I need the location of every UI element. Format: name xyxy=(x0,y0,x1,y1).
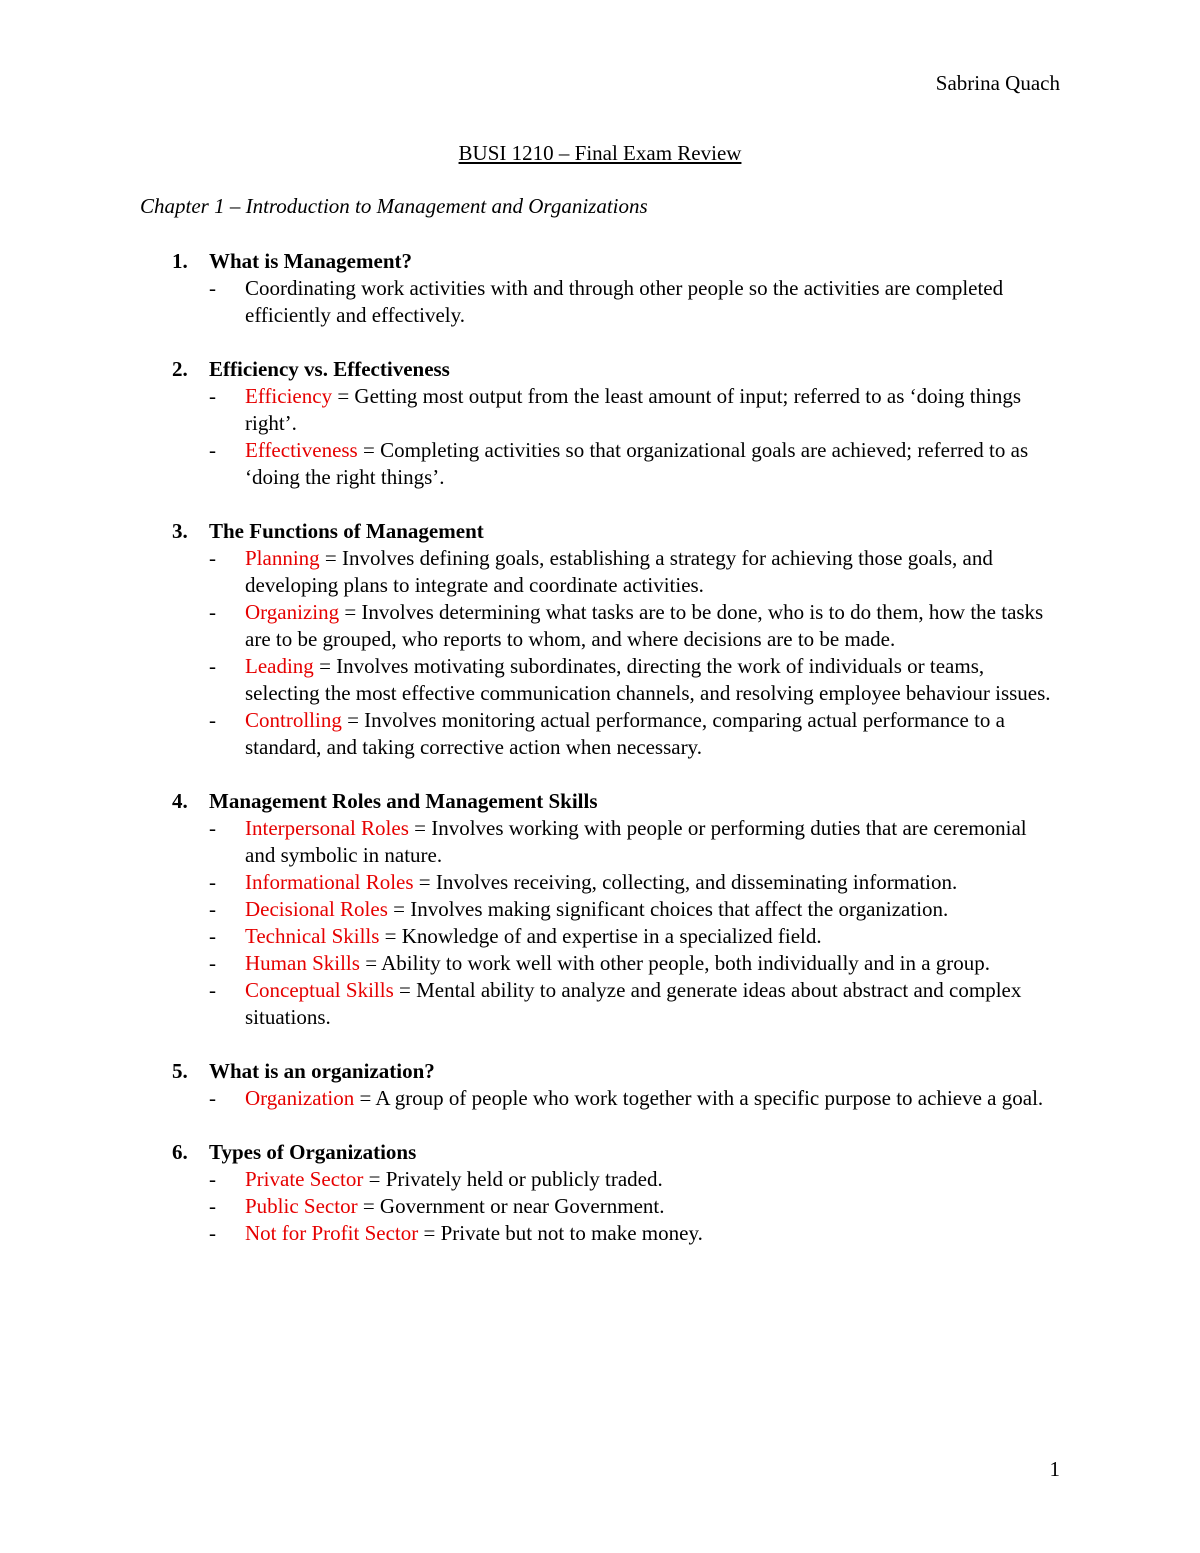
review-section xyxy=(172,518,1062,761)
term-label: Private Sector xyxy=(245,1167,364,1191)
bullet-list xyxy=(172,275,1062,329)
section-number: 5. xyxy=(172,1059,188,1083)
section-heading xyxy=(172,1058,1062,1085)
term-label: Leading xyxy=(245,654,314,678)
dash-bullet: - xyxy=(209,276,216,300)
section-heading xyxy=(172,248,1062,275)
dash-bullet: - xyxy=(209,951,216,975)
dash-bullet: - xyxy=(209,600,216,624)
section-number: 6. xyxy=(172,1140,188,1164)
section-heading xyxy=(172,788,1062,815)
dash-bullet: - xyxy=(209,1194,216,1218)
definition-text: = Private but not to make money. xyxy=(418,1221,703,1245)
term-label: Controlling xyxy=(245,708,342,732)
term-label: Planning xyxy=(245,546,320,570)
dash-bullet: - xyxy=(209,1221,216,1245)
bullet-list xyxy=(172,383,1062,491)
header-author: Sabrina Quach xyxy=(935,71,1060,95)
bullet-list xyxy=(172,545,1062,761)
review-content xyxy=(172,248,1062,1274)
dash-bullet: - xyxy=(209,708,216,732)
list-item xyxy=(172,1220,1062,1247)
section-heading-text: Efficiency vs. Effectiveness xyxy=(209,357,450,381)
term-label: Decisional Roles xyxy=(245,897,388,921)
term-label: Human Skills xyxy=(245,951,360,975)
bullet-list xyxy=(172,815,1062,1031)
definition-text: = Involves monitoring actual performance, comparing actual performance to a standard, and taking corrective action when necessary. xyxy=(245,708,1006,759)
term-label: Technical Skills xyxy=(245,924,380,948)
term-label: Conceptual Skills xyxy=(245,978,394,1002)
chapter-title: Chapter 1 – Introduction to Management and Organizations xyxy=(140,194,648,218)
list-item xyxy=(172,1166,1062,1193)
term-label: Not for Profit Sector xyxy=(245,1221,419,1245)
definition-text: = Involves making significant choices that affect the organization. xyxy=(387,897,949,921)
dash-bullet: - xyxy=(209,870,216,894)
definition-text: = Mental ability to analyze and generate ideas about abstract and complex situations. xyxy=(245,978,1022,1029)
dash-bullet: - xyxy=(209,546,216,570)
definition-text: Coordinating work activities with and through other people so the activities are completed efficiently and effectively. xyxy=(245,276,1004,327)
definition-text: = Involves working with people or performing duties that are ceremonial and symbolic in nature. xyxy=(245,816,1027,867)
list-item xyxy=(172,896,1062,923)
definition-text: = Completing activities so that organizational goals are achieved; referred to as ‘doing the right things’. xyxy=(245,438,1029,489)
dash-bullet: - xyxy=(209,924,216,948)
list-item xyxy=(172,275,1062,329)
definition-text: = Involves receiving, collecting, and disseminating information. xyxy=(413,870,958,894)
bullet-list xyxy=(172,1085,1062,1112)
list-item xyxy=(172,437,1062,491)
section-number: 4. xyxy=(172,789,188,813)
section-heading-text: Types of Organizations xyxy=(209,1140,417,1164)
list-item xyxy=(172,869,1062,896)
review-section xyxy=(172,248,1062,329)
term-label: Organizing xyxy=(245,600,340,624)
definition-text: = Knowledge of and expertise in a specialized field. xyxy=(379,924,822,948)
dash-bullet: - xyxy=(209,1167,216,1191)
term-label: Interpersonal Roles xyxy=(245,816,409,840)
section-number: 3. xyxy=(172,519,188,543)
section-heading xyxy=(172,1139,1062,1166)
definition-text: = Involves defining goals, establishing a strategy for achieving those goals, and developing plans to integrate and coordinate activities. xyxy=(245,546,993,597)
section-heading-text: What is Management? xyxy=(209,249,412,273)
term-label: Public Sector xyxy=(245,1194,358,1218)
term-label: Effectiveness xyxy=(245,438,358,462)
definition-text: = Government or near Government. xyxy=(357,1194,665,1218)
dash-bullet: - xyxy=(209,816,216,840)
section-heading xyxy=(172,518,1062,545)
definition-text: = Involves determining what tasks are to be done, who is to do them, how the tasks are to be grouped, who reports to whom, and where decisions are to be made. xyxy=(245,600,1044,651)
list-item xyxy=(172,545,1062,599)
page-number: 1 xyxy=(1049,1457,1060,1481)
list-item xyxy=(172,1085,1062,1112)
definition-text: = A group of people who work together with a specific purpose to achieve a goal. xyxy=(354,1086,1044,1110)
dash-bullet: - xyxy=(209,654,216,678)
list-item xyxy=(172,599,1062,653)
definition-text: = Involves motivating subordinates, directing the work of individuals or teams, selecting the most effective communication channels, and resolving employee behaviour issues. xyxy=(245,654,1051,705)
section-number: 1. xyxy=(172,249,188,273)
dash-bullet: - xyxy=(209,384,216,408)
document-title: BUSI 1210 – Final Exam Review xyxy=(458,141,742,165)
dash-bullet: - xyxy=(209,438,216,462)
term-label: Informational Roles xyxy=(245,870,414,894)
term-label: Organization xyxy=(245,1086,355,1110)
dash-bullet: - xyxy=(209,978,216,1002)
review-section xyxy=(172,356,1062,491)
section-heading-text: What is an organization? xyxy=(209,1059,435,1083)
list-item xyxy=(172,653,1062,707)
review-section xyxy=(172,1139,1062,1247)
list-item xyxy=(172,1193,1062,1220)
definition-text: = Getting most output from the least amount of input; referred to as ‘doing things right’. xyxy=(245,384,1022,435)
bullet-list xyxy=(172,1166,1062,1247)
definition-text: = Ability to work well with other people, both individually and in a group. xyxy=(359,951,991,975)
review-section xyxy=(172,1058,1062,1112)
section-number: 2. xyxy=(172,357,188,381)
review-section xyxy=(172,788,1062,1031)
definition-text: = Privately held or publicly traded. xyxy=(363,1167,663,1191)
list-item xyxy=(172,923,1062,950)
dash-bullet: - xyxy=(209,1086,216,1110)
list-item xyxy=(172,383,1062,437)
dash-bullet: - xyxy=(209,897,216,921)
section-heading-text: Management Roles and Management Skills xyxy=(209,789,598,813)
list-item xyxy=(172,707,1062,761)
list-item xyxy=(172,977,1062,1031)
section-heading xyxy=(172,356,1062,383)
list-item xyxy=(172,815,1062,869)
term-label: Efficiency xyxy=(245,384,333,408)
list-item xyxy=(172,950,1062,977)
section-heading-text: The Functions of Management xyxy=(209,519,484,543)
